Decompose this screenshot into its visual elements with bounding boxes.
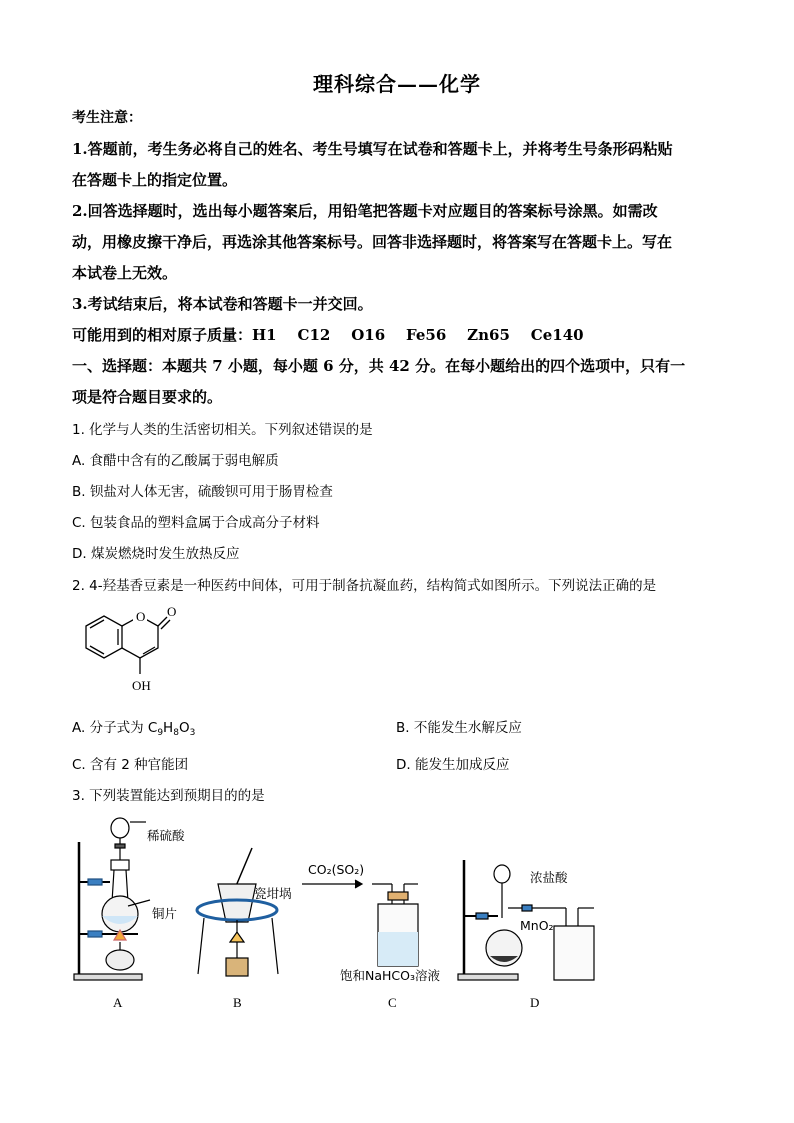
q2-a-o: O <box>178 720 190 736</box>
notice-heading: 考生注意： <box>72 110 142 126</box>
section-heading-2: 项是符合题目要求的。 <box>72 388 223 406</box>
atomic-masses: 可能用到的相对原子质量：H1 C12 O16 Fe56 Zn65 Ce140 <box>72 326 584 344</box>
page-title: 理科综合——化学 <box>313 72 481 96</box>
carbonyl-oxygen: O <box>167 604 177 619</box>
q2-option-a-prefix: A. 分子式为 C <box>72 720 158 736</box>
caption-c: C <box>388 995 397 1010</box>
q2-a-sub-h: 8 <box>173 728 179 738</box>
q3-stem: 3. 下列装置能达到预期目的的是 <box>72 788 265 804</box>
q1-stem: 1. 化学与人类的生活密切相关。下列叙述错误的是 <box>72 422 373 438</box>
hydroxyl-group: OH <box>132 678 151 693</box>
q2-a-h: H <box>163 720 174 736</box>
q2-stem: 2. 4-羟基香豆素是一种医药中间体，可用于制备抗凝血药，结构简式如图所示。下列说法正确的是 <box>72 578 657 594</box>
apparatus-d-acid-label: 浓盐酸 <box>530 870 568 885</box>
q2-option-a <box>72 716 195 736</box>
notice-item-2c: 本试卷上无效。 <box>72 264 178 282</box>
q1-option-b: B. 钡盐对人体无害，硫酸钡可用于肠胃检查 <box>72 484 333 500</box>
apparatus-b-crucible-label: 瓷坩埚 <box>254 886 292 901</box>
q2-option-b: B. 不能发生水解反应 <box>396 720 522 736</box>
notice-item-1b: 在答题卡上的指定位置。 <box>72 171 238 189</box>
apparatus-b <box>192 846 282 986</box>
section-heading-1: 一、选择题：本题共 7 小题，每小题 6 分，共 42 分。在每小题给出的四个选项中，只有一 <box>72 357 686 375</box>
caption-a: A <box>113 995 123 1010</box>
apparatus-c <box>300 874 450 970</box>
apparatus-d-mno2-label: MnO₂ <box>520 918 554 933</box>
notice-item-2a: 2.回答选择题时，选出每小题答案后，用铅笔把答题卡对应题目的答案标号涂黑。如需改 <box>72 202 658 220</box>
q2-option-c: C. 含有 2 种官能团 <box>72 757 189 773</box>
coumarin-structure <box>66 604 186 700</box>
ring-oxygen: O <box>136 609 146 624</box>
q1-option-c: C. 包装食品的塑料盒属于合成高分子材料 <box>72 515 320 531</box>
q2-option-d: D. 能发生加成反应 <box>396 757 510 773</box>
apparatus-a-copper-label: 铜片 <box>152 906 178 921</box>
q1-option-d: D. 煤炭燃烧时发生放热反应 <box>72 546 240 562</box>
caption-d: D <box>530 995 540 1010</box>
apparatus-a <box>66 812 156 984</box>
apparatus-c-gas-label: CO₂(SO₂) <box>308 862 365 877</box>
q1-option-a: A. 食醋中含有的乙酸属于弱电解质 <box>72 453 279 469</box>
notice-item-3: 3.考试结束后，将本试卷和答题卡一并交回。 <box>72 295 373 313</box>
q2-a-sub-o: 3 <box>189 728 196 738</box>
apparatus-a-acid-label: 稀硫酸 <box>147 828 185 843</box>
apparatus-c-solution-label: 饱和NaHCO₃溶液 <box>340 968 440 983</box>
notice-item-2b: 动，用橡皮擦干净后，再选涂其他答案标号。回答非选择题时，将答案写在答题卡上。写在 <box>72 233 673 251</box>
caption-b: B <box>233 995 242 1010</box>
notice-item-1a: 1.答题前，考生务必将自己的姓名、考生号填写在试卷和答题卡上，并将考生号条形码粘贴 <box>72 140 673 158</box>
q2-a-sub-c: 9 <box>157 728 164 738</box>
